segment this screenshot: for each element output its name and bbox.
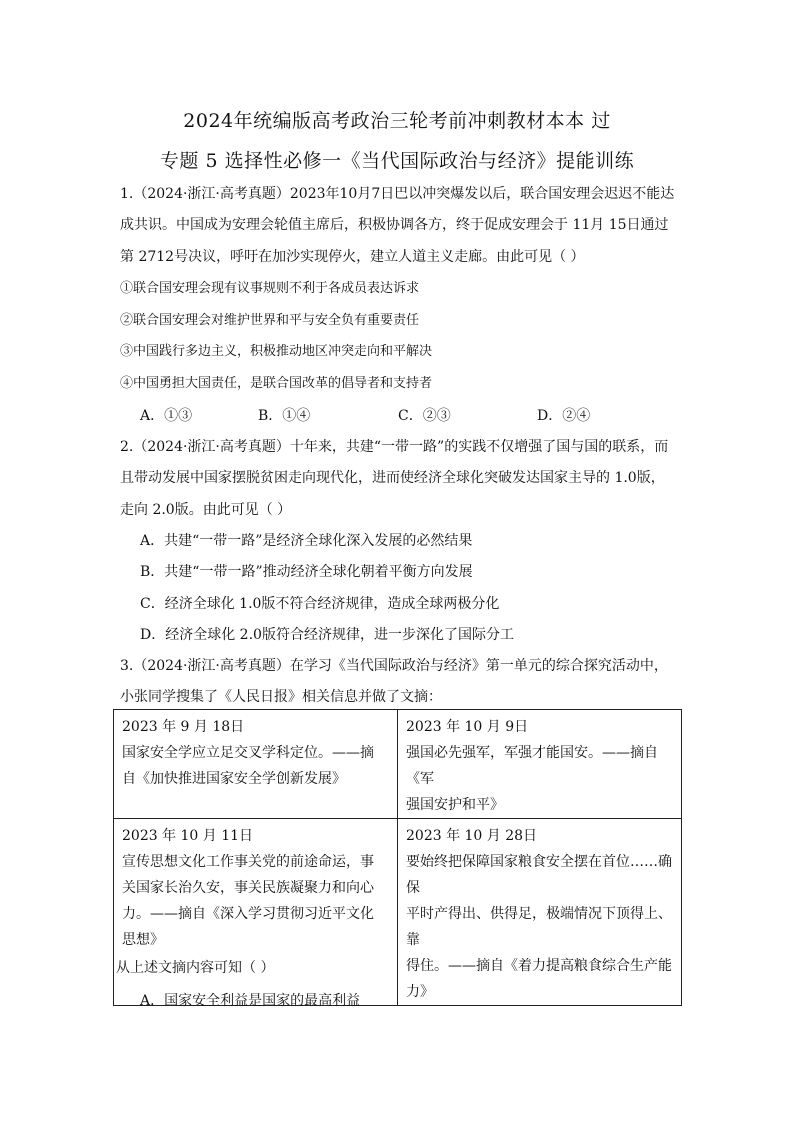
q2-option-a: A．共建“一带一路”是经济全球化深入发展的必然结果 (140, 533, 473, 549)
quote-date: 2023 年 9 月 18日 (122, 719, 245, 735)
quote-text-line: 强国安护和平》 (406, 797, 504, 813)
quote-text-line: 自《加快推进国家安全学创新发展》 (122, 771, 346, 787)
quote-text-line: 要始终把保障国家粮食安全摆在首位……确保 (406, 854, 672, 896)
q1-option-b: B．①④ (258, 408, 311, 424)
q1-statement: ①联合国安理会现有议事规则不利于各成员表达诉求 (120, 281, 420, 296)
quote-cell (114, 710, 398, 819)
document-subtitle: 专题 5 选择性必修一《当代国际政治与经济》提能训练 (159, 150, 635, 172)
q2-stem-line: 且带动发展中国家摆脱贫困走向现代化，进而使经济全球化突破发达国家主导的 1.0版， (120, 470, 665, 486)
quote-text-line: 强国必先强军，军强才能国安。——摘自《军 (406, 745, 658, 787)
quote-text-line: 平时产得出、供得足，极端情况下顶得上、靠 (406, 906, 672, 948)
q3-question: 从上述文摘内容可知（ ） (116, 960, 275, 976)
quote-text-line: 力》 (406, 984, 434, 1000)
quote-text-line: 关国家长治久安，事关民族凝聚力和向心 (122, 880, 374, 896)
q1-statement: ②联合国安理会对维护世界和平与安全负有重要责任 (120, 313, 420, 328)
q3-stem-line: 小张同学搜集了《人民日报》相关信息并做了文摘： (120, 689, 442, 705)
q1-option-c: C．②③ (398, 408, 451, 424)
q1-option-a: A．①③ (140, 408, 193, 424)
quote-cell (398, 819, 682, 1006)
quote-text-line: 力。——摘自《深入学习贯彻习近平文化 (122, 906, 374, 922)
q1-stem-line: 1.（2024·浙江·高考真题）2023年10月7日巴以冲突爆发以后，联合国安理会迟迟不能达 (120, 186, 675, 202)
q2-stem-line: 2.（2024·浙江·高考真题）十年来，共建“一带一路”的实践不仅增强了国与国的联系，而 (120, 439, 669, 455)
quote-text-line: 宣传思想文化工作事关党的前途命运，事 (122, 854, 374, 870)
quote-text-line: 思想》 (122, 932, 164, 948)
q1-option-d: D．②④ (537, 408, 591, 424)
q1-stem-line: 成共识。中国成为安理会轮值主席后，积极协调各方，终于促成安理会于 11月 15日通过 (120, 217, 669, 233)
q2-option-c: C．经济全球化 1.0版不符合经济规律，造成全球两极分化 (140, 596, 500, 612)
quote-text-line: 国家安全学应立足交叉学科定位。——摘 (122, 745, 374, 761)
q3-option-a: A．国家安全利益是国家的最高利益 (140, 993, 361, 1009)
quote-date: 2023 年 10 月 9日 (406, 719, 529, 735)
q2-stem-line: 走向 2.0版。由此可见（ ） (120, 502, 292, 518)
q2-option-b: B．共建“一带一路”推动经济全球化朝着平衡方向发展 (140, 564, 473, 580)
quote-text-line: 得住。——摘自《着力提高粮食综合生产能 (406, 958, 672, 974)
quote-date: 2023 年 10 月 11日 (122, 828, 254, 844)
q2-option-d: D．经济全球化 2.0版符合经济规律，进一步深化了国际分工 (140, 627, 514, 643)
quote-date: 2023 年 10 月 28日 (406, 828, 538, 844)
q1-statement: ③中国践行多边主义，积极推动地区冲突走向和平解决 (120, 344, 433, 359)
q1-stem-line: 第 2712号决议，呼吁在加沙实现停火，建立人道主义走廊。由此可见（ ） (120, 249, 585, 265)
q3-stem-line: 3.（2024·浙江·高考真题）在学习《当代国际政治与经济》第一单元的综合探究活动中， (120, 658, 668, 674)
quote-cell (398, 710, 682, 819)
q1-statement: ④中国勇担大国责任，是联合国改革的倡导者和支持者 (120, 376, 433, 391)
document-title: 2024年统编版高考政治三轮考前冲刺教材本本 过 (183, 110, 611, 132)
